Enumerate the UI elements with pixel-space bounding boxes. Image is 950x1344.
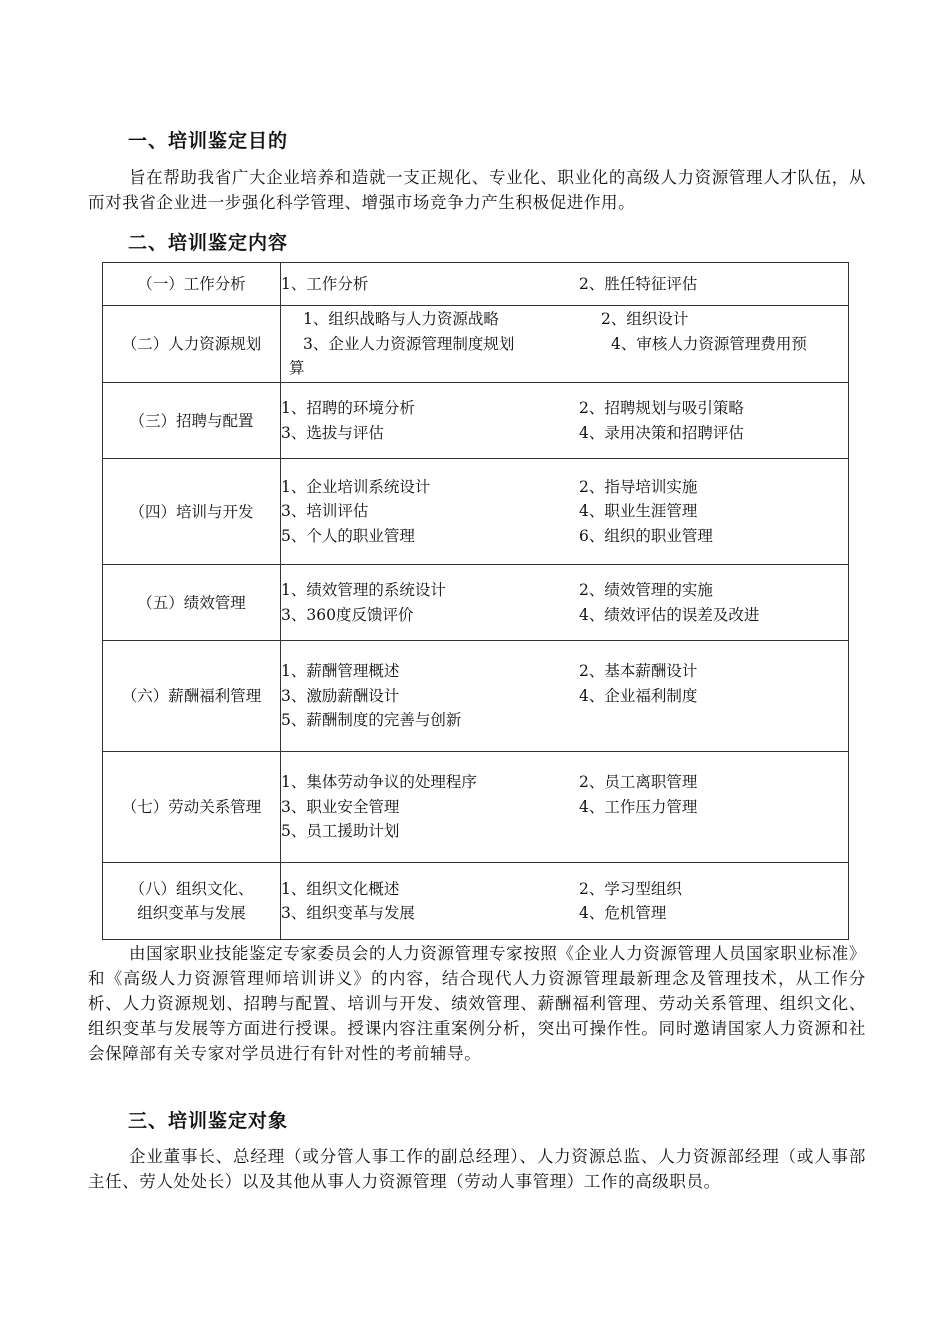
item-text: 3、企业人力资源管理制度规划 [303, 334, 515, 353]
item-text: 6、组织的职业管理 [579, 526, 713, 545]
item-text: 4、职业生涯管理 [579, 502, 698, 521]
audience-paragraph: 企业董事长、总经理（或分管人事工作的副总经理）、人力资源总监、人力资源部经理（或人事部主任、劳人处处长）以及其他从事人力资源管理（劳动人事管理）工作的高级职员。 [88, 1147, 866, 1191]
section-heading-audience: 三、培训鉴定对象 [128, 1110, 289, 1132]
item-text: 4、危机管理 [579, 904, 667, 922]
category-cell: （三）招聘与配置 [103, 383, 281, 459]
category-cell: （四）培训与开发 [103, 459, 281, 565]
item-text: 4、录用决策和招聘评估 [579, 423, 744, 442]
item-text: 4、工作压力管理 [579, 797, 698, 816]
item-text: 2、员工离职管理 [579, 773, 698, 792]
item-text: 3、360度反馈评价 [281, 605, 414, 624]
category-cell: （二）人力资源规划 [103, 306, 281, 383]
item-text: 1、企业培训系统设计 [281, 477, 431, 496]
category-cell: （八）组织文化、 组织变革与发展 [103, 863, 281, 940]
items-cell [281, 641, 849, 752]
table-row [103, 641, 849, 752]
table-row [103, 863, 849, 940]
table-row [103, 306, 849, 383]
item-text: 3、激励薪酬设计 [281, 686, 400, 705]
item-text: 2、招聘规划与吸引策略 [579, 399, 744, 417]
table-row [103, 383, 849, 459]
item-text: 4、企业福利制度 [579, 686, 698, 705]
item-text: 2、学习型组织 [579, 879, 682, 898]
section-heading-content: 二、培训鉴定内容 [128, 232, 289, 254]
item-text-wrap: 算 [289, 359, 305, 378]
item-text: 3、选拔与评估 [281, 423, 384, 442]
table-row [103, 263, 849, 306]
item-text: 2、胜任特征评估 [579, 274, 698, 293]
item-text: 2、组织设计 [601, 310, 689, 329]
item-text: 1、组织战略与人力资源战略 [303, 310, 499, 329]
items-cell [281, 752, 849, 863]
table-row [103, 459, 849, 565]
item-text: 1、组织文化概述 [281, 879, 400, 898]
item-text: 3、组织变革与发展 [281, 904, 415, 922]
item-text: 2、指导培训实施 [579, 477, 698, 496]
item-text: 3、职业安全管理 [281, 797, 400, 816]
category-cell: （六）薪酬福利管理 [103, 641, 281, 752]
items-cell [281, 263, 849, 306]
item-text: 4、审核人力资源管理费用预 [611, 334, 807, 353]
category-cell: （七）劳动关系管理 [103, 752, 281, 863]
table-row [103, 565, 849, 641]
item-text: 1、绩效管理的系统设计 [281, 581, 446, 599]
items-cell [281, 459, 849, 565]
item-text: 3、培训评估 [281, 502, 369, 521]
item-text: 4、绩效评估的误差及改进 [579, 605, 760, 624]
category-cell: （一）工作分析 [103, 263, 281, 306]
items-cell [281, 863, 849, 940]
category-cell: （五）绩效管理 [103, 565, 281, 641]
item-text: 5、员工援助计划 [281, 822, 400, 841]
items-cell [281, 306, 849, 383]
section-heading-purpose: 一、培训鉴定目的 [128, 130, 289, 152]
item-text: 1、招聘的环境分析 [281, 399, 415, 417]
items-cell [281, 565, 849, 641]
item-text: 5、个人的职业管理 [281, 526, 415, 545]
item-text: 2、绩效管理的实施 [579, 581, 713, 599]
item-text: 1、集体劳动争议的处理程序 [281, 773, 477, 792]
course-content-table [102, 262, 849, 940]
items-cell [281, 383, 849, 459]
table-row [103, 752, 849, 863]
item-text: 2、基本薪酬设计 [579, 662, 698, 681]
item-text: 5、薪酬制度的完善与创新 [281, 711, 462, 730]
content-description-paragraph: 由国家职业技能鉴定专家委员会的人力资源管理专家按照《企业人力资源管理人员国家职业标准》和《高级人力资源管理师培训讲义》的内容，结合现代人力资源管理最新理念及管理技术，从工作分析、人力资源规划、招聘与配置、培训与开发、绩效管理、薪酬福利管理、劳动关系管理、组织文化、组织变革与发展等方面进行授课。授课内容注重案例分析，突出可操作性。同时邀请国家人力资源和社会保障部有关专家对学员进行有针对性的考前辅导。 [88, 944, 866, 1063]
purpose-paragraph: 旨在帮助我省广大企业培养和造就一支正规化、专业化、职业化的高级人力资源管理人才队伍，从而对我省企业进一步强化科学管理、增强市场竞争力产生积极促进作用。 [88, 168, 866, 212]
item-text: 1、工作分析 [281, 274, 369, 293]
item-text: 1、薪酬管理概述 [281, 662, 400, 681]
